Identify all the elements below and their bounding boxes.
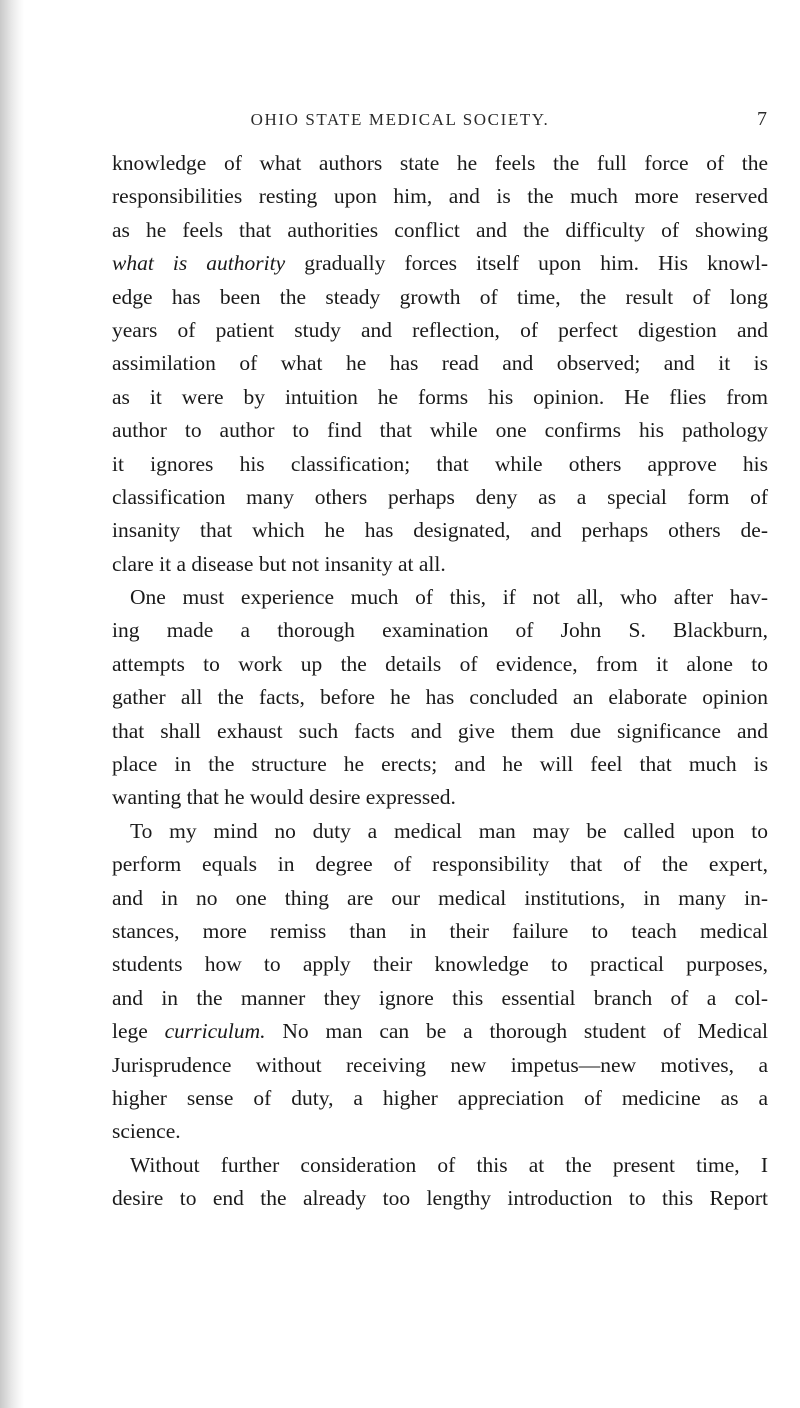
text-line xyxy=(112,281,768,314)
text-line xyxy=(112,548,768,581)
text-run: classification many others perhaps deny as a special form of xyxy=(112,484,768,509)
text-run: gradually forces itself upon him. His knowl- xyxy=(285,251,768,276)
text-run: assimilation of what he has read and observed; and it is xyxy=(112,351,768,376)
text-run: author to author to find that while one confirms his pathology xyxy=(112,418,768,443)
text-run: that shall exhaust such facts and give them due significance and xyxy=(112,718,768,743)
text-line xyxy=(112,982,768,1015)
italic-text: curriculum. xyxy=(164,1019,266,1044)
text-line xyxy=(112,414,768,447)
text-line xyxy=(112,381,768,414)
text-line xyxy=(112,314,768,347)
text-line xyxy=(112,648,768,681)
text-line xyxy=(112,715,768,748)
text-line xyxy=(112,147,768,180)
text-run: edge has been the steady growth of time, the result of long xyxy=(112,284,768,309)
text-line xyxy=(112,815,768,848)
text-run: gather all the facts, before he has concluded an elaborate opinion xyxy=(112,685,768,710)
text-run: No man can be a thorough student of Medical xyxy=(265,1019,768,1044)
text-line xyxy=(112,247,768,280)
italic-text: what is authority xyxy=(112,251,286,276)
text-run: students how to apply their knowledge to practical purposes, xyxy=(112,952,768,977)
text-run: clare it a disease but not insanity at all. xyxy=(112,551,446,576)
text-line xyxy=(112,748,768,781)
page-gutter-shadow xyxy=(0,0,24,1408)
text-line xyxy=(112,448,768,481)
text-run: science. xyxy=(112,1119,181,1144)
text-line xyxy=(112,915,768,948)
text-run: Without further consideration of this at the present time, I xyxy=(130,1152,768,1177)
text-line xyxy=(112,614,768,647)
text-run: as it were by intuition he forms his opinion. He flies from xyxy=(112,384,768,409)
text-run: One must experience much of this, if not all, who after hav- xyxy=(130,585,768,610)
text-run: ing made a thorough examination of John S. Blackburn, xyxy=(112,618,768,643)
text-line xyxy=(112,1015,768,1048)
text-line xyxy=(112,514,768,547)
text-run: wanting that he would desire expressed. xyxy=(112,785,456,810)
text-line xyxy=(112,581,768,614)
text-run: higher sense of duty, a higher appreciation of medicine as a xyxy=(112,1085,768,1110)
text-line xyxy=(112,1049,768,1082)
text-run: To my mind no duty a medical man may be called upon to xyxy=(130,818,768,843)
text-run: desire to end the already too lengthy introduction to this Report xyxy=(112,1186,768,1211)
text-line xyxy=(112,214,768,247)
text-run: lege xyxy=(112,1019,165,1044)
text-line xyxy=(112,1115,768,1148)
text-line xyxy=(112,347,768,380)
text-run: it ignores his classification; that while others approve his xyxy=(112,451,768,476)
text-run: insanity that which he has designated, and perhaps others de- xyxy=(112,518,768,543)
text-line xyxy=(112,948,768,981)
text-run: and in no one thing are our medical institutions, in many in- xyxy=(112,885,768,910)
running-head: OHIO STATE MEDICAL SOCIETY. xyxy=(250,110,550,129)
text-run: perform equals in degree of responsibility that of the expert, xyxy=(112,852,768,877)
text-line xyxy=(112,1182,768,1215)
text-line xyxy=(112,681,768,714)
text-line xyxy=(112,882,768,915)
text-run: years of patient study and reflection, of perfect digestion and xyxy=(112,317,768,342)
text-line xyxy=(112,481,768,514)
text-run: attempts to work up the details of evidence, from it alone to xyxy=(112,651,768,676)
page-number: 7 xyxy=(757,108,767,130)
text-run: Jurisprudence without receiving new impetus—new motives, a xyxy=(112,1052,768,1077)
text-line xyxy=(112,781,768,814)
text-run: and in the manner they ignore this essential branch of a col- xyxy=(112,985,768,1010)
text-run: stances, more remiss than in their failure to teach medical xyxy=(112,918,768,943)
text-run: responsibilities resting upon him, and is the much more reserved xyxy=(112,184,768,209)
text-run: as he feels that authorities conflict and the difficulty of showing xyxy=(112,217,768,242)
text-run: place in the structure he erects; and he will feel that much is xyxy=(112,752,768,777)
text-line xyxy=(112,1082,768,1115)
text-run: knowledge of what authors state he feels the full force of the xyxy=(112,151,768,175)
text-line xyxy=(112,848,768,881)
body-text xyxy=(112,147,768,1216)
text-line xyxy=(112,1149,768,1182)
text-line xyxy=(112,180,768,213)
